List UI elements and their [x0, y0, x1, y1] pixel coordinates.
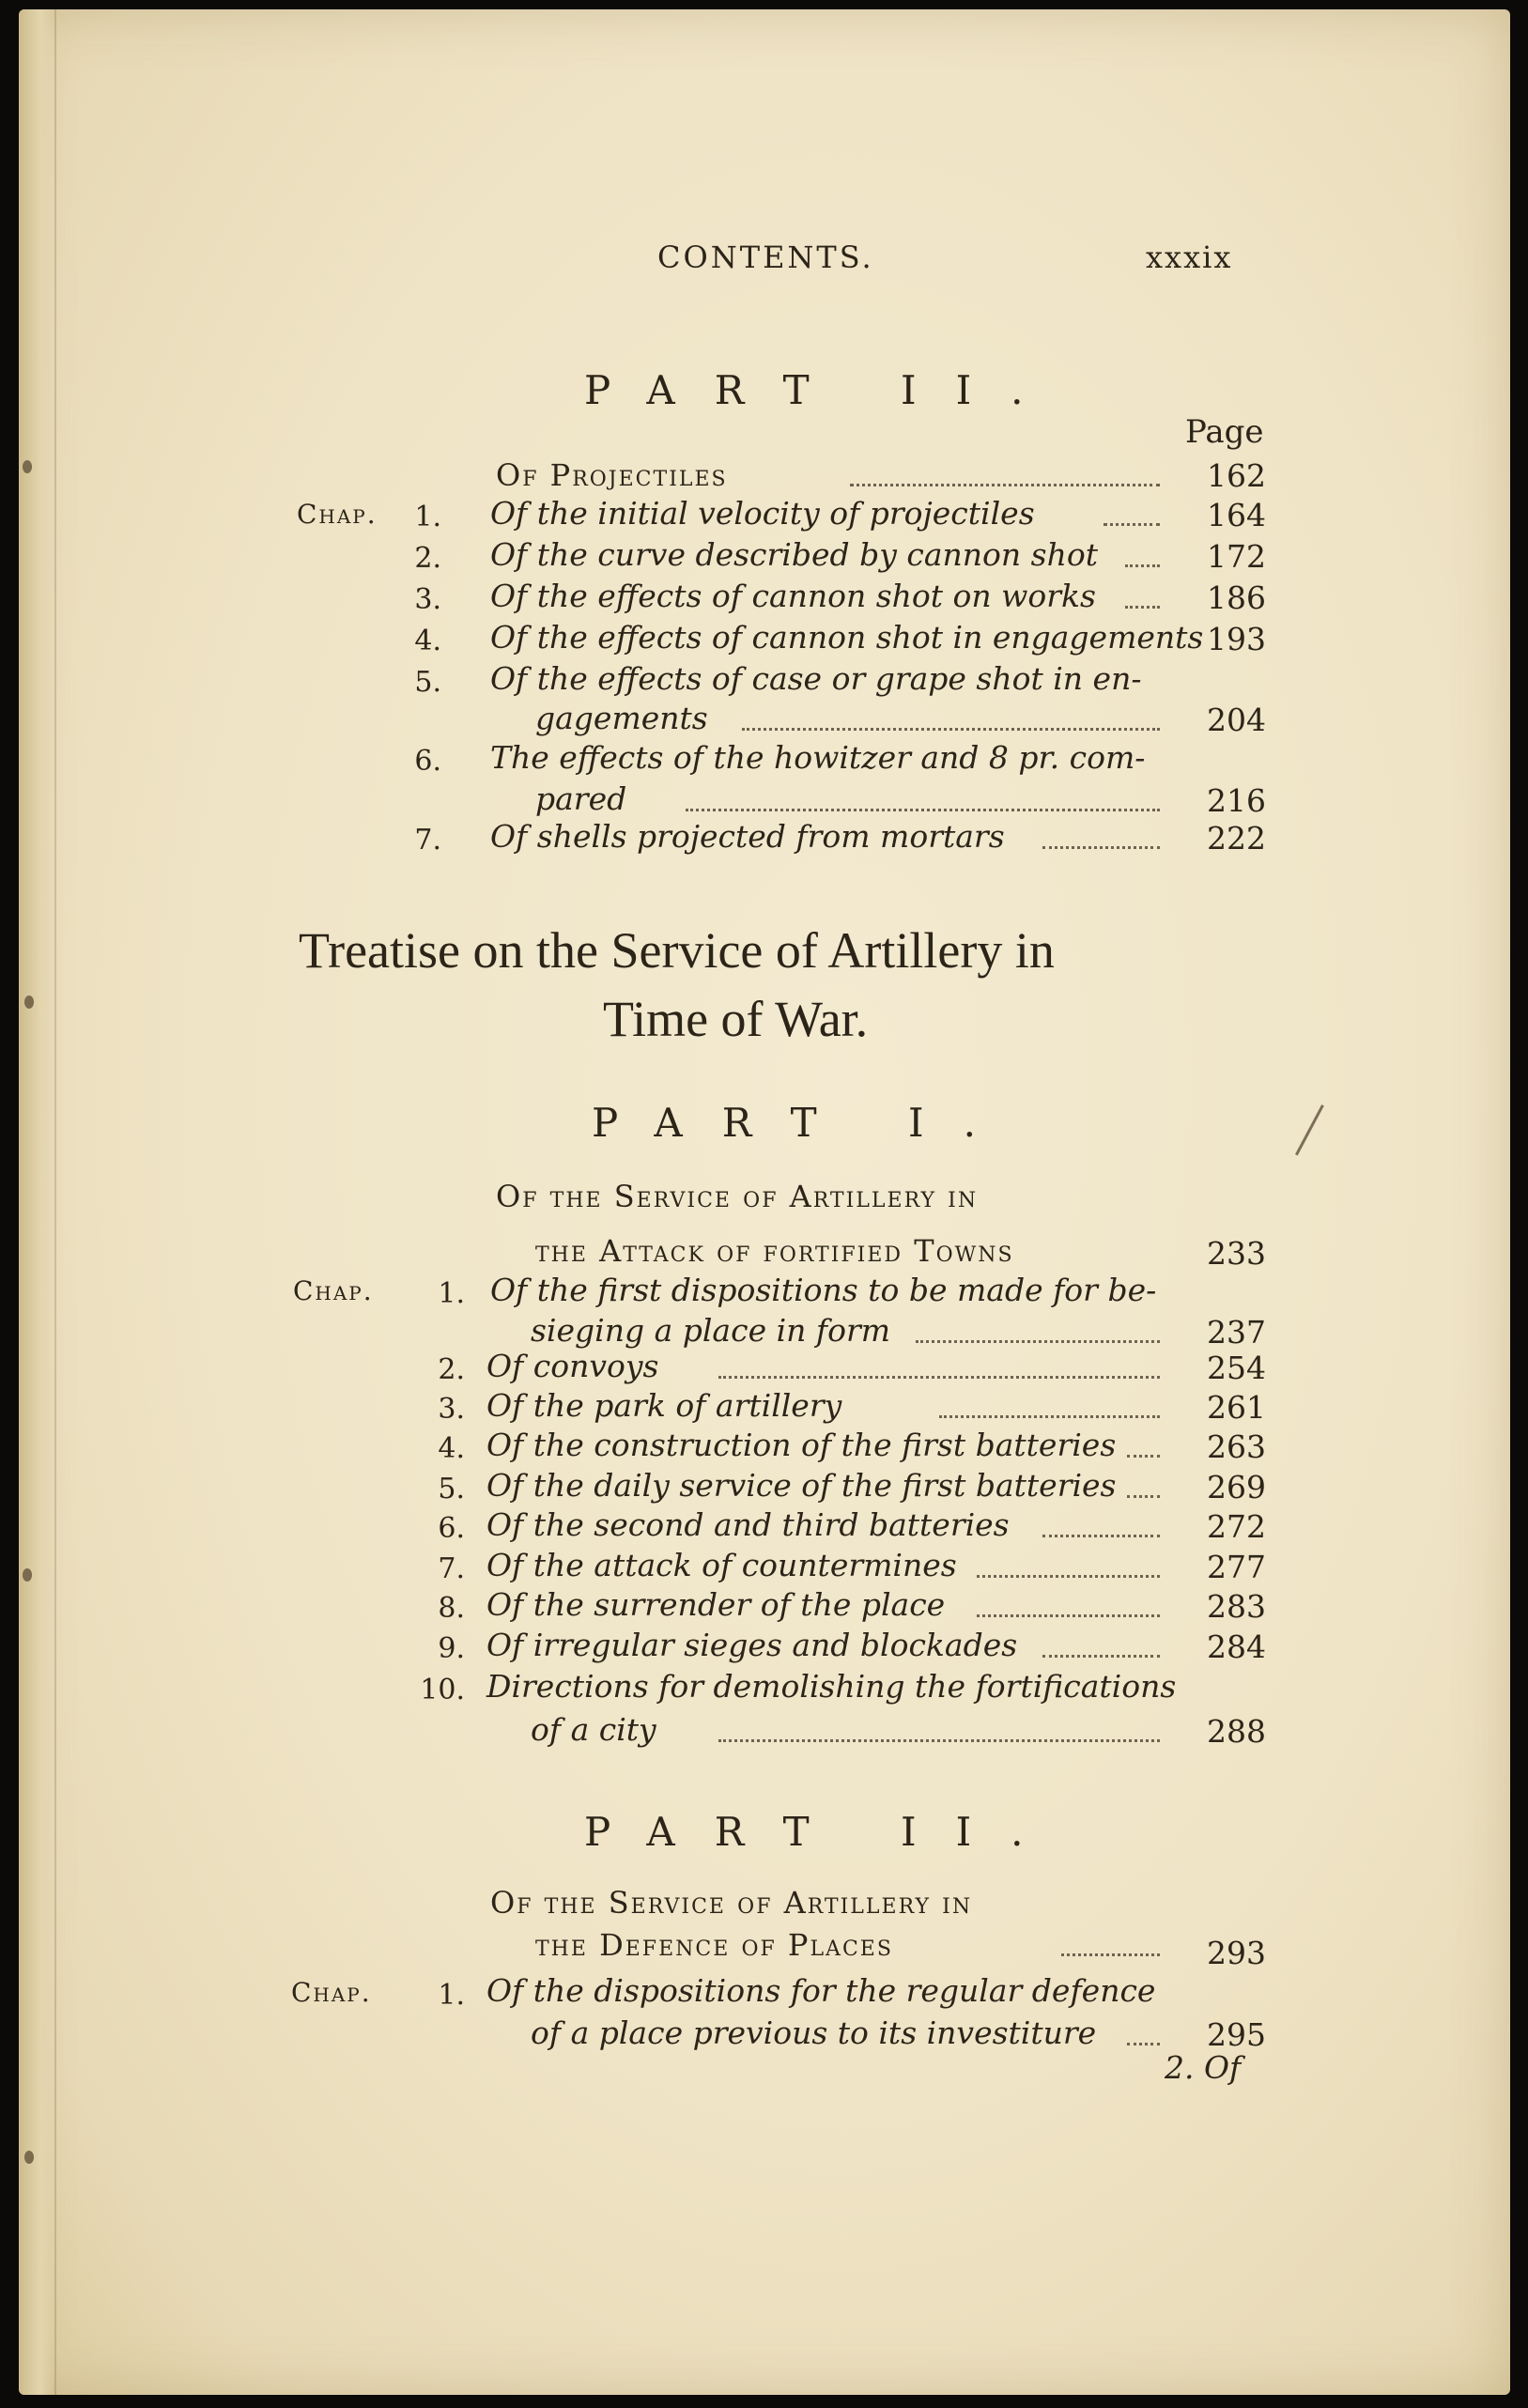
- entry-title: Of the effects of case or grape shot in en-: [490, 660, 1142, 697]
- chapter-number: 9.: [438, 1632, 465, 1665]
- entry-title-continuation: sieging a place in form: [531, 1312, 891, 1349]
- chapter-label: Chap.: [293, 1275, 374, 1306]
- entry-title: Of irregular sieges and blockades: [486, 1627, 1018, 1663]
- chapter-number: 6.: [414, 745, 441, 778]
- chapter-number: 10.: [420, 1674, 465, 1706]
- entry-title: Of shells projected from mortars: [490, 818, 1005, 855]
- page-column-header: Page: [1185, 413, 1264, 451]
- dot-leader: [977, 1575, 1160, 1578]
- entry-title: Of the effects of cannon shot on works: [490, 578, 1096, 614]
- chapter-number: 7.: [438, 1552, 465, 1585]
- entry-title: Of the initial velocity of projectiles: [490, 495, 1035, 532]
- entry-page-number: 284: [1207, 1628, 1266, 1665]
- dot-leader: [916, 1340, 1160, 1343]
- entry-page-number: 288: [1207, 1713, 1266, 1750]
- chapter-label: Chap.: [291, 1977, 372, 2008]
- entry-title-continuation: of a city: [531, 1711, 656, 1748]
- dot-leader: [718, 1739, 1160, 1742]
- entry-page-number: 277: [1207, 1549, 1266, 1585]
- dot-leader: [686, 809, 1160, 811]
- dot-leader: [850, 484, 1160, 486]
- entry-title: Of the first dispositions to be made for be-: [490, 1272, 1157, 1308]
- dot-leader: [1104, 523, 1160, 526]
- binding-hole: [24, 996, 34, 1009]
- dot-leader: [718, 1376, 1160, 1379]
- entry-page-number: 283: [1207, 1588, 1266, 1625]
- treatise-title-line-2: Time of War.: [603, 991, 869, 1047]
- entry-page-number: 204: [1207, 702, 1266, 738]
- entry-page-number: 295: [1207, 2016, 1266, 2053]
- entry-page-number: 272: [1207, 1508, 1266, 1545]
- dot-leader: [1127, 1455, 1160, 1458]
- heading-page-number: 293: [1207, 1935, 1266, 1971]
- entry-page-number: 193: [1207, 621, 1266, 657]
- section-heading-line-2: the Defence of Places: [535, 1927, 893, 1963]
- entry-title: Of convoys: [486, 1348, 659, 1384]
- page-fold-line: [54, 9, 56, 2395]
- page-folio: xxxix: [1146, 239, 1233, 275]
- dot-leader: [1042, 1535, 1160, 1537]
- page-spine-shadow: [19, 9, 54, 2395]
- entry-title: Of the second and third batteries: [486, 1506, 1010, 1543]
- dot-leader: [1061, 1953, 1160, 1956]
- entry-page-number: 222: [1207, 820, 1266, 857]
- entry-page-number: 186: [1207, 579, 1266, 616]
- section-heading: Of Projectiles: [496, 457, 728, 493]
- entry-page-number: 164: [1207, 497, 1266, 533]
- entry-page-number: 261: [1207, 1389, 1266, 1426]
- treatise-title-line-1: Treatise on the Service of Artillery in: [299, 922, 1055, 979]
- chapter-number: 7.: [414, 824, 441, 857]
- entry-page-number: 216: [1207, 782, 1266, 819]
- entry-title: Of the attack of countermines: [486, 1547, 957, 1583]
- chapter-number: 2.: [414, 542, 441, 575]
- entry-title: Of the park of artillery: [486, 1387, 842, 1424]
- dot-leader: [1127, 2043, 1160, 2045]
- section-heading-line-2: the Attack of fortified Towns: [535, 1233, 1014, 1269]
- heading-page-number: 233: [1207, 1235, 1266, 1272]
- chapter-label: Chap.: [297, 499, 378, 530]
- ink-mark: [1295, 1104, 1366, 1178]
- section-heading-line-1: Of the Service of Artillery in: [496, 1179, 979, 1214]
- entry-title: Of the effects of cannon shot in engagements: [490, 619, 1204, 656]
- binding-hole: [24, 2151, 34, 2164]
- chapter-number: 6.: [438, 1512, 465, 1545]
- entry-page-number: 172: [1207, 538, 1266, 575]
- dot-leader: [742, 728, 1160, 731]
- entry-title: Of the surrender of the place: [486, 1586, 946, 1623]
- entry-page-number: 237: [1207, 1314, 1266, 1351]
- chapter-number: 3.: [414, 583, 441, 616]
- entry-title: Directions for demolishing the fortifications: [486, 1668, 1177, 1705]
- binding-hole: [23, 1568, 32, 1582]
- chapter-number: 8.: [438, 1592, 465, 1625]
- chapter-number: 3.: [438, 1393, 465, 1426]
- section-heading-line-1: Of the Service of Artillery in: [490, 1885, 973, 1921]
- entry-title: Of the construction of the first batteries: [486, 1427, 1117, 1463]
- entry-title: Of the dispositions for the regular defence: [486, 1972, 1156, 2009]
- chapter-number: 4.: [414, 625, 441, 657]
- part-heading: PART II.: [584, 367, 1063, 413]
- dot-leader: [1127, 1495, 1160, 1498]
- dot-leader: [1042, 1655, 1160, 1658]
- running-head: CONTENTS.: [657, 239, 874, 275]
- entry-page-number: 263: [1207, 1428, 1266, 1465]
- chapter-number: 4.: [438, 1432, 465, 1465]
- dot-leader: [1125, 564, 1160, 567]
- chapter-number: 2.: [438, 1353, 465, 1386]
- dot-leader: [977, 1614, 1160, 1617]
- entry-title-continuation: of a place previous to its investiture: [531, 2014, 1097, 2051]
- dot-leader: [1125, 606, 1160, 609]
- entry-title: Of the curve described by cannon shot: [490, 536, 1098, 573]
- chapter-number: 1.: [438, 1277, 465, 1310]
- part-heading: PART I.: [592, 1100, 1015, 1146]
- chapter-number: 5.: [414, 666, 441, 699]
- entry-title: Of the daily service of the first batteries: [486, 1467, 1117, 1504]
- entry-title: The effects of the howitzer and 8 pr. com-: [490, 739, 1146, 776]
- catchword: 2. Of: [1165, 2049, 1242, 2086]
- chapter-number: 1.: [414, 501, 441, 533]
- entry-title-continuation: gagements: [535, 700, 708, 736]
- dot-leader: [939, 1415, 1160, 1418]
- binding-hole: [23, 460, 32, 473]
- part-heading: PART II.: [584, 1809, 1063, 1855]
- entry-title-continuation: pared: [535, 780, 627, 817]
- entry-page-number: 254: [1207, 1350, 1266, 1386]
- heading-page-number: 162: [1207, 457, 1266, 494]
- entry-page-number: 269: [1207, 1469, 1266, 1505]
- chapter-number: 1.: [438, 1979, 465, 2012]
- chapter-number: 5.: [438, 1473, 465, 1505]
- dot-leader: [1042, 846, 1160, 849]
